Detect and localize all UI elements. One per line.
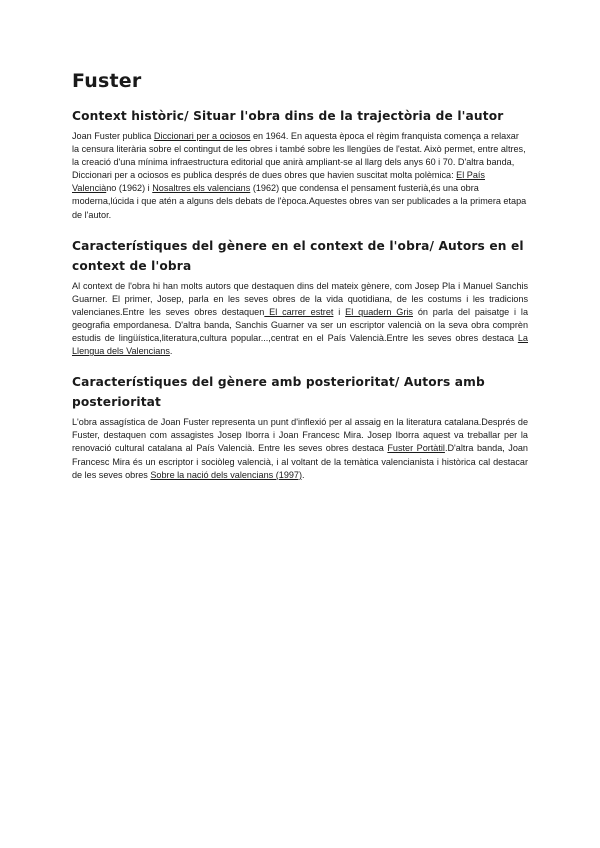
book-title-link: Sobre la nació dels valencians (1997) (150, 469, 303, 480)
text-run: i (333, 306, 346, 317)
section-paragraph (72, 130, 528, 222)
book-title-link: Diccionari per a ociosos (153, 131, 251, 141)
section-heading: Característiques del gènere amb posterioritat/ Autors amb posterioritat (72, 375, 485, 410)
section-paragraph (72, 416, 528, 481)
section-genere-context (72, 236, 528, 359)
text-run: no (1962) i (106, 183, 153, 194)
section-heading: Context històric/ Situar l'obra dins de la trajectòria de l'autor (72, 109, 504, 123)
text-run: . (302, 469, 305, 480)
book-title-link: El carrer estret (264, 306, 334, 317)
text-run: . (169, 346, 173, 357)
book-title-link: La Llengua dels Valencians (72, 333, 528, 357)
text-run: Al context de l'obra hi han molts autors que destaquen dins del mateix gènere, com Josep Pla i Manuel Sanchis Guarner. El primer, Josep, parla en les seves obres de la vida quotidiana, de les costums i les tradicions valencianes.Entre les seves obres destaquen (72, 280, 528, 317)
book-title-link: El País Valencià (72, 170, 485, 194)
section-genere-posterioritat (72, 372, 528, 481)
document-title: Fuster (72, 70, 142, 92)
document-page (72, 70, 528, 496)
book-title-link: Nosaltres els valencians (152, 183, 251, 194)
section-context-historic (72, 106, 528, 222)
text-run: (1962) que condensa el pensament fusterià,és una obra moderna,lúcida i que atén a alguns dels debats de l'època.Aquestes obres van ser publicades a la primera etapa de l'autor. (72, 183, 527, 220)
text-run: L'obra assagística de Joan Fuster representa un punt d'inflexió per al assaig en la literatura catalana.Després de Fuster, destaquen com assagistes Josep Iborra i Joan Francesc Mira. Josep Iborra aquest va treballar per la renovació cultural catalana al País Valencià. Entre les seves obres destaca (72, 417, 528, 454)
text-run: ón parla del paisatge i la geografia empordanesa. D'altra banda, Sanchis Guarner va ser un escriptor valencià on la seva obra comprèn estudis de lingüística,literatura,cultura popular...,centrat en el País Valencià.Entre les seves obres destaca (72, 306, 529, 344)
section-heading: Característiques del gènere en el context de l'obra/ Autors en el context de l'obra (72, 238, 524, 273)
section-paragraph (72, 280, 528, 359)
book-title-link: Fuster Portàtil (387, 443, 445, 454)
text-run: .D'altra banda, Joan Francesc Mira és un escriptor i sociòleg valencià, i al voltant de la temàtica valencianista i històrica cal destacar de les seves obres (72, 443, 528, 480)
text-run: en 1964. En aquesta època el règim franquista comença a relaxar la censura literària sobre el contingut de les obres i també sobre les llengües de l'estat. Això permet, entre altres, la creació d'una mínima infraestructura editorial que anirà ampliant-se al llarg dels anys 60 i 70. D'altra banda, Diccionari per a ociosos es publica després de dues obres que havien suscitat molta polèmica: (72, 131, 526, 181)
book-title-link: El quadern Gris (345, 306, 413, 317)
text-run: Joan Fuster publica (72, 131, 154, 141)
